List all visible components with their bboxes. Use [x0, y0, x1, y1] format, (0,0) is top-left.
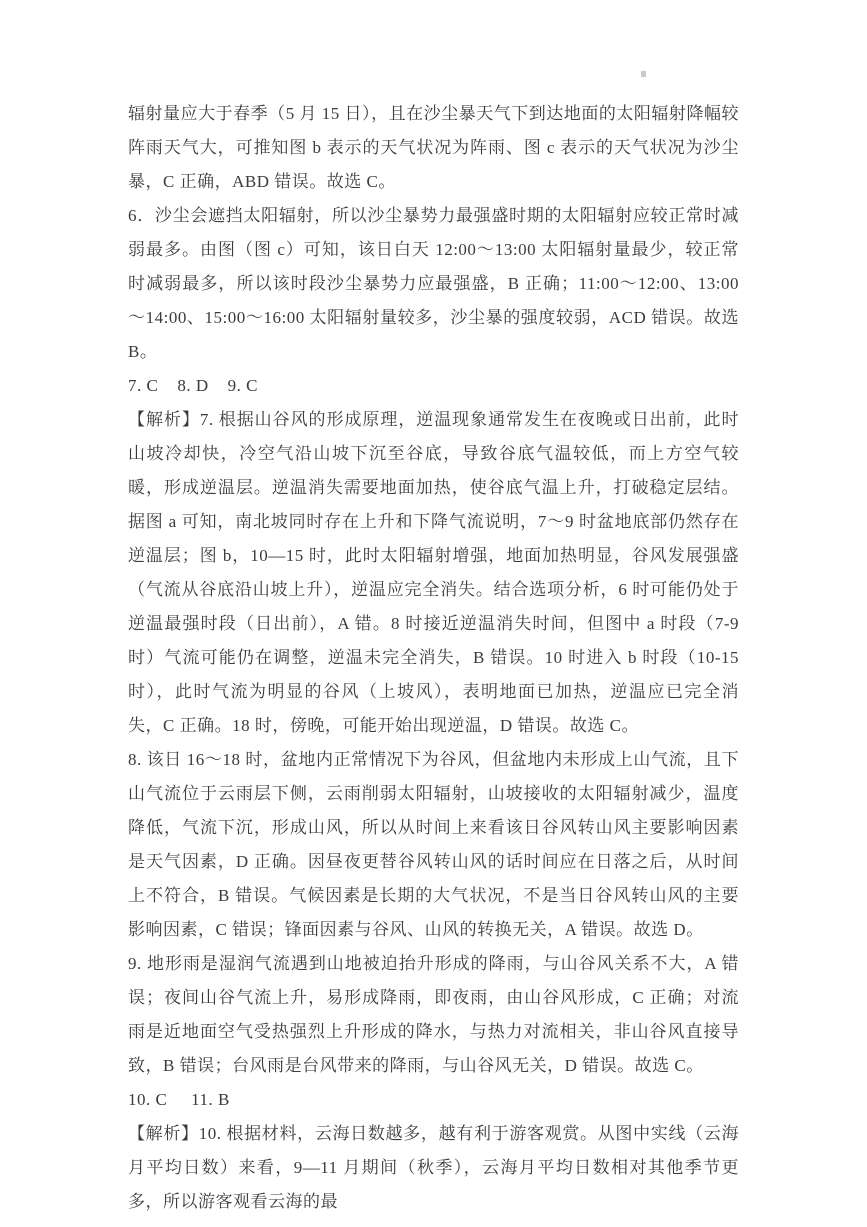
scan-artifact-dot — [641, 71, 646, 77]
paragraph-q5-continuation: 辐射量应大于春季（5 月 15 日），且在沙尘暴天气下到达地面的太阳辐射降幅较阵雨天气大，可推知图 b 表示的天气状况为阵雨、图 c 表示的天气状况为沙尘暴，C 正确，ABD 错误。故选 C。 — [128, 104, 739, 191]
paragraph-q10-analysis: 【解析】10. 根据材料，云海日数越多，越有利于游客观赏。从图中实线（云海月平均日数）来看，9—11 月期间（秋季），云海月平均日数相对其他季节更多，所以游客观看云海的最 — [128, 1124, 739, 1211]
paragraph-q8-analysis: 8. 该日 16～18 时，盆地内正常情况下为谷风，但盆地内未形成上山气流，且下山气流位于云雨层下侧，云雨削弱太阳辐射，山坡接收的太阳辐射减少，温度降低，气流下沉，形成山风，所以从时间上来看该日谷风转山风主要影响因素是天气因素，D 正确。因昼夜更替谷风转山风的话时间应在日落之后，从时间上不符合，B 错误。气候因素是长期的大气状况，不是当日谷风转山风的主要影响因素，C 错误；锋面因素与谷风、山风的转换无关，A 错误。故选 D。 — [128, 750, 739, 939]
paragraph-q6-analysis: 6．沙尘会遮挡太阳辐射，所以沙尘暴势力最强盛时期的太阳辐射应较正常时减弱最多。由图（图 c）可知，该日白天 12:00～13:00 太阳辐射量最少，较正常时减弱最多，所以该时段沙尘暴势力应最强盛，B 正确；11:00～12:00、13:00～14:00、15:00～16:00 太阳辐射量较多，沙尘暴的强度较弱，ACD 错误。故选 B。 — [128, 206, 739, 361]
answer-line-10-11: 10. C 11. B — [128, 1090, 230, 1109]
paragraph-q9-analysis: 9. 地形雨是湿润气流遇到山地被迫抬升形成的降雨，与山谷风关系不大，A 错误；夜间山谷气流上升，易形成降雨，即夜雨，由山谷风形成，C 正确；对流雨是近地面空气受热强烈上升形成的降水，与热力对流相关，非山谷风直接导致，B 错误；台风雨是台风带来的降雨，与山谷风无关，D 错误。故选 C。 — [128, 954, 739, 1075]
paragraph-q7-analysis: 【解析】7. 根据山谷风的形成原理，逆温现象通常发生在夜晚或日出前，此时山坡冷却快，冷空气沿山坡下沉至谷底，导致谷底气温较低，而上方空气较暖，形成逆温层。逆温消失需要地面加热，使谷底气温上升，打破稳定层结。据图 a 可知，南北坡同时存在上升和下降气流说明，7～9 时盆地底部仍然存在逆温层；图 b，10—15 时，此时太阳辐射增强，地面加热明显，谷风发展强盛（气流从谷底沿山坡上升），逆温应完全消失。结合选项分析，6 时可能仍处于逆温最强时段（日出前），A 错。8 时接近逆温消失时间，但图中 a 时段（7-9 时）气流可能仍在调整，逆温未完全消失，B 错误。10 时进入 b 时段（10-15 时），此时气流为明显的谷风（上坡风），表明地面已加热，逆温应已完全消失，C 正确。18 时，傍晚，可能开始出现逆温，D 错误。故选 C。 — [128, 410, 739, 735]
document-text-block — [128, 97, 739, 1219]
answer-line-7-9: 7. C 8. D 9. C — [128, 376, 258, 395]
